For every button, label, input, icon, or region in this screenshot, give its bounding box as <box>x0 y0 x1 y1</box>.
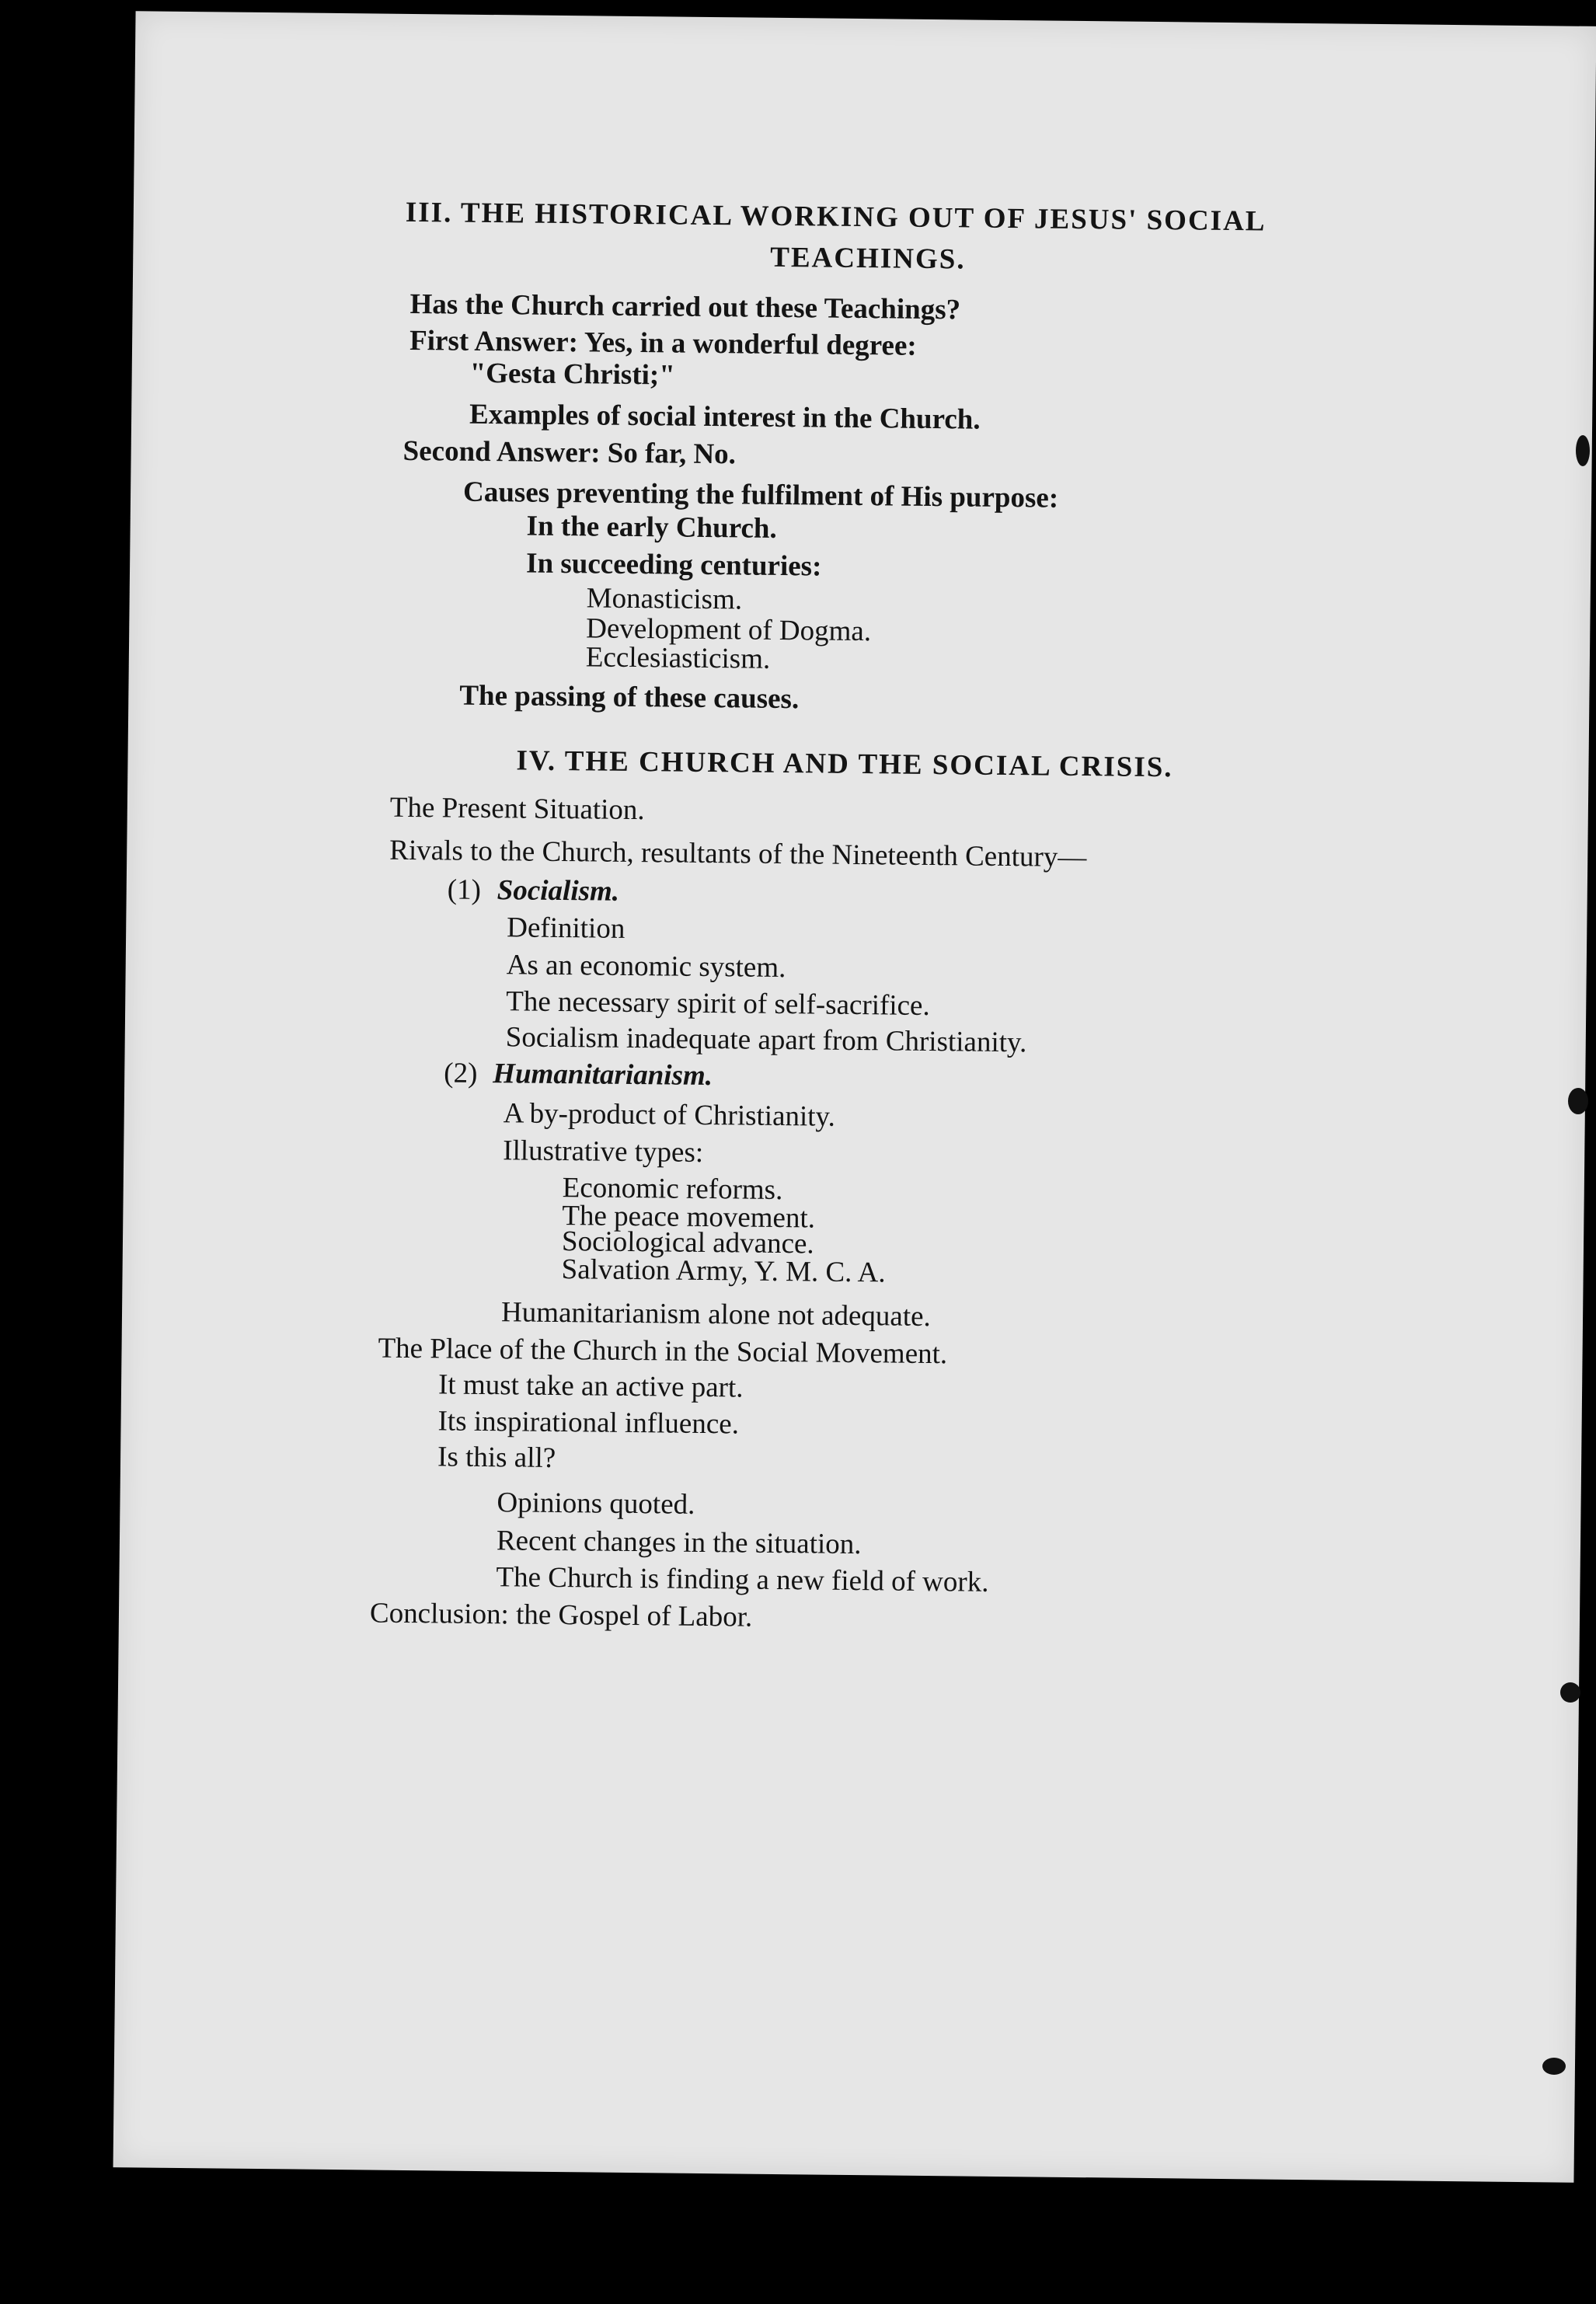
outline-line: Humanitarianism alone not adequate. <box>500 1296 932 1333</box>
outline-line: Second Answer: So far, No. <box>402 434 737 471</box>
section-heading-4: IV. THE CHURCH AND THE SOCIAL CRISIS. <box>516 744 1173 784</box>
outline-line: Conclusion: the Gospel of Labor. <box>369 1597 753 1633</box>
outline-line: Examples of social interest in the Church. <box>469 398 981 436</box>
list-number: (1) <box>447 873 482 906</box>
list-number: (2) <box>444 1057 478 1089</box>
outline-line: Has the Church carried out these Teachings? <box>409 288 961 326</box>
outline-line: First Answer: Yes, in a wonderful degree: <box>409 324 917 362</box>
outline-line: Recent changes in the situation. <box>496 1525 862 1561</box>
outline-line: "Gesta Christi;" <box>469 357 676 392</box>
outline-line: Illustrative types: <box>503 1135 704 1169</box>
outline-line: The passing of these causes. <box>459 679 800 716</box>
outline-line: The Present Situation. <box>389 791 645 827</box>
outline-line: Is this all? <box>437 1441 556 1474</box>
outline-line: Development of Dogma. <box>586 612 872 648</box>
outline-line-italic: Humanitarianism. <box>493 1058 713 1093</box>
outline-line: In succeeding centuries: <box>525 547 822 583</box>
section-heading-3-line1: III. THE HISTORICAL WORKING OUT OF JESUS' SOCIAL <box>405 196 1267 238</box>
outline-line: The necessary spirit of self-sacrifice. <box>506 985 930 1023</box>
scan-artifact <box>1560 1682 1580 1703</box>
scan-artifact <box>1576 435 1590 466</box>
outline-line: Ecclesiasticism. <box>585 641 771 675</box>
section-heading-3-line2: TEACHINGS. <box>770 241 966 276</box>
outline-line: Economic reforms. <box>562 1172 783 1207</box>
outline-line: The Place of the Church in the Social Movement. <box>378 1332 948 1371</box>
outline-line: Causes preventing the fulfilment of His purpose: <box>462 476 1059 514</box>
document-page <box>113 11 1596 2183</box>
outline-line: Salvation Army, Y. M. C. A. <box>561 1253 886 1289</box>
outline-line: In the early Church. <box>526 510 777 545</box>
outline-line: Socialism inadequate apart from Christianity. <box>505 1021 1027 1059</box>
outline-line: Opinions quoted. <box>497 1487 695 1521</box>
outline-line: It must take an active part. <box>437 1368 744 1404</box>
outline-line: Sociological advance. <box>561 1225 814 1260</box>
outline-line: Definition <box>507 911 626 945</box>
outline-line: The Church is finding a new field of work. <box>496 1561 989 1598</box>
outline-line: Its inspirational influence. <box>437 1405 740 1441</box>
outline-line: Rivals to the Church, resultants of the Nineteenth Century— <box>389 834 1087 874</box>
outline-line: A by-product of Christianity. <box>503 1097 836 1133</box>
outline-line: Monasticism. <box>586 582 743 616</box>
outline-line: As an economic system. <box>506 949 786 985</box>
outline-line-italic: Socialism. <box>497 874 620 908</box>
scan-artifact <box>1542 2058 1566 2075</box>
outline-line: The peace movement. <box>562 1200 816 1235</box>
scan-artifact <box>1568 1088 1588 1114</box>
